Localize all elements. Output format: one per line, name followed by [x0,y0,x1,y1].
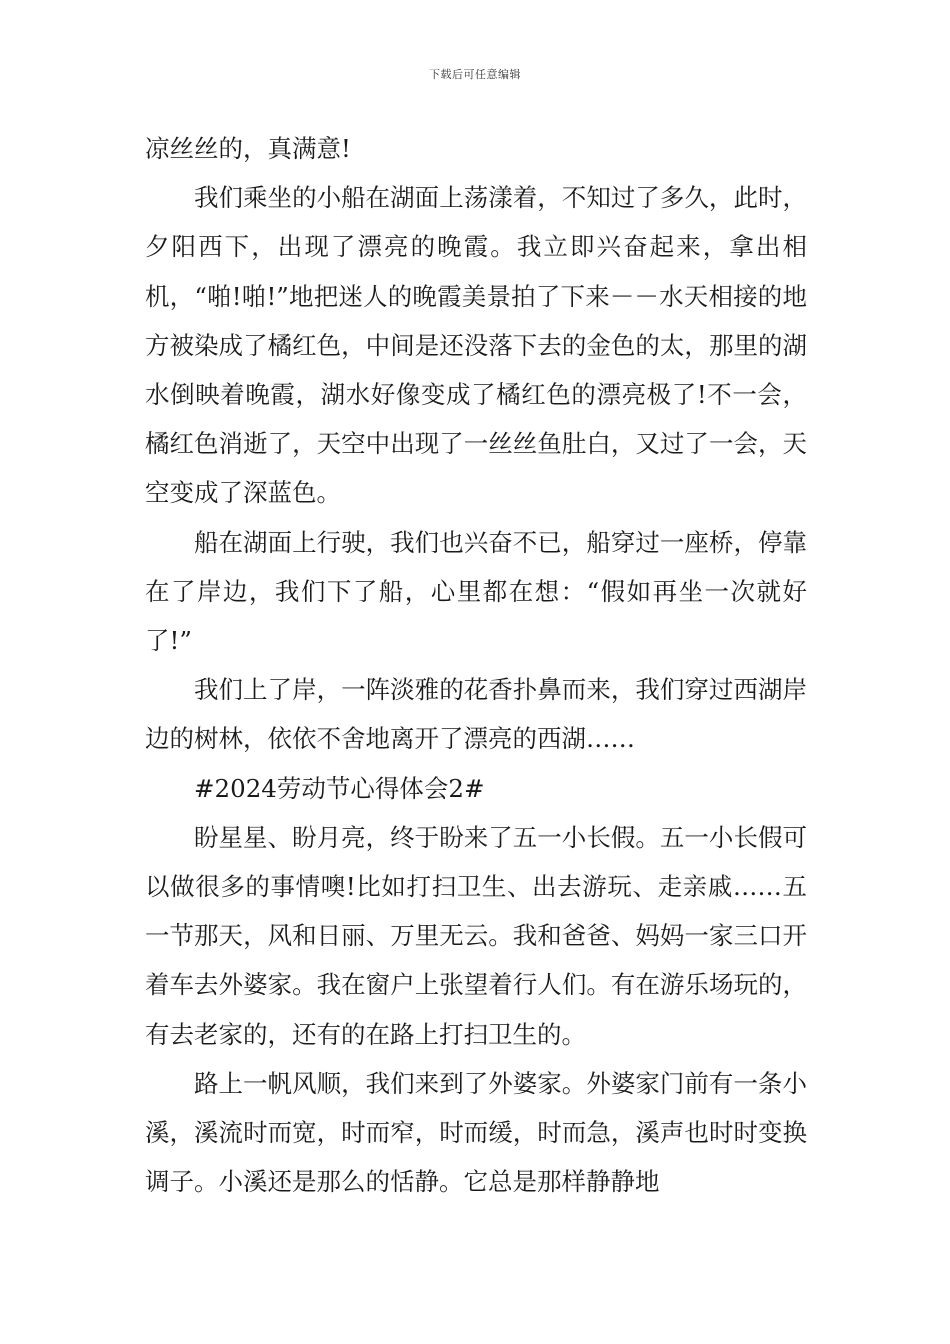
section-heading: #2024劳动节心得体会2# [194,773,485,803]
paragraph-grandma-house: 路上一帆风顺，我们来到了外婆家。外婆家门前有一条小溪，溪流时而宽，时而窄，时而缓，时而急，溪声也时时变换调子。小溪还是那么的恬静。它总是那样静静地 [145,1068,807,1197]
paragraph-may-day: 盼星星、盼月亮，终于盼来了五一小长假。五一小长假可以做很多的事情噢!比如打扫卫生、出去游玩、走亲戚……五一节那天，风和日丽、万里无云。我和爸爸、妈妈一家三口开着车去外婆家。我在窗户上张望着行人们。有在游乐场玩的，有去老家的，还有的在路上打扫卫生的。 [145,822,807,1049]
document-body [145,124,807,1206]
paragraph-leaving-lake: 我们上了岸，一阵淡雅的花香扑鼻而来，我们穿过西湖岸边的树林，依依不舍地离开了漂亮的西湖…… [145,675,807,754]
paragraph-bridge: 船在湖面上行驶，我们也兴奋不已，船穿过一座桥，停靠在了岸边，我们下了船，心里都在想：“假如再坐一次就好了!” [145,527,807,656]
paragraph-sunset-boat: 我们乘坐的小船在湖面上荡漾着，不知过了多久，此时，夕阳西下，出现了漂亮的晚霞。我立即兴奋起来，拿出相机，“啪!啪!”地把迷人的晚霞美景拍了下来－－水天相接的地方被染成了橘红色，中间是还没落下去的金色的太，那里的湖水倒映着晚霞，湖水好像变成了橘红色的漂亮极了!不一会，橘红色消逝了，天空中出现了一丝丝鱼肚白，又过了一会，天空变成了深蓝色。 [145,183,807,508]
paragraph-continuation: 凉丝丝的，真满意! [145,134,351,163]
page-header-note: 下载后可任意编辑 [429,68,521,81]
